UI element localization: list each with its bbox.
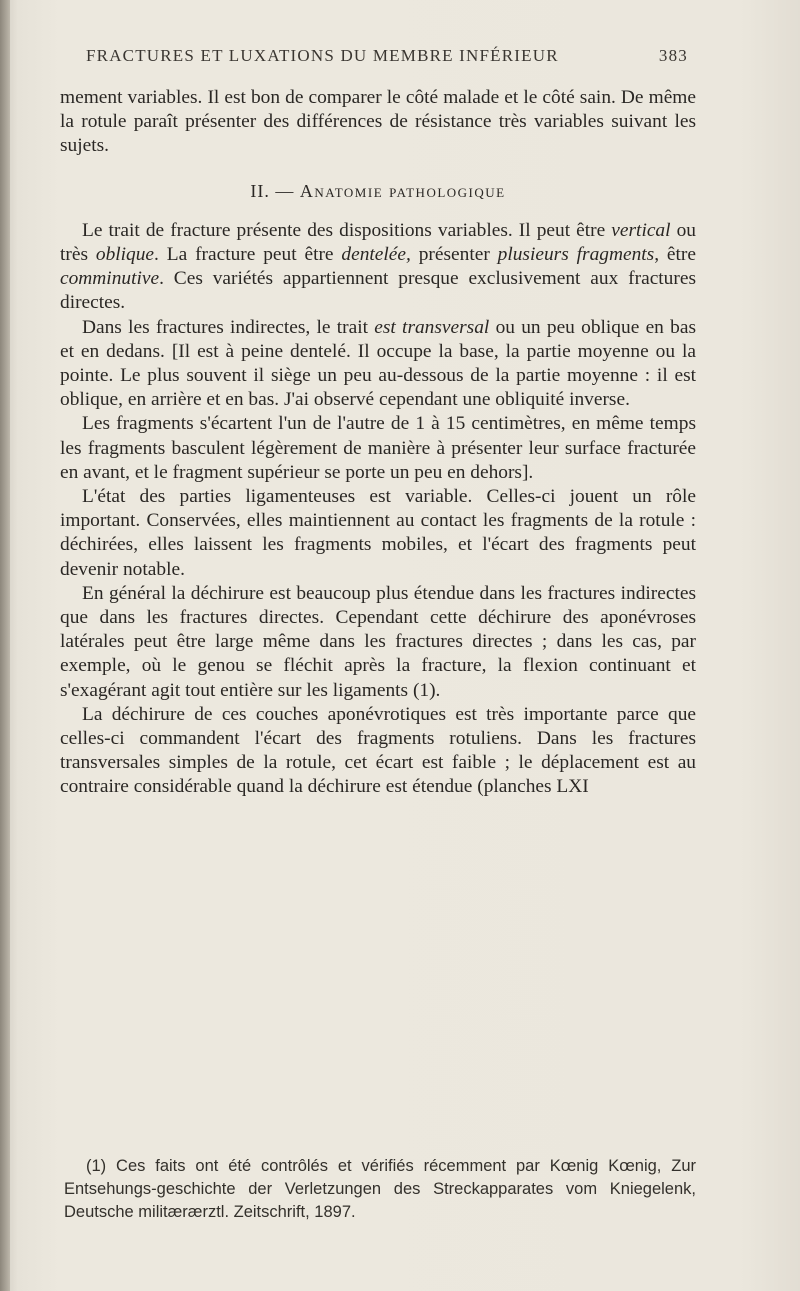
paragraph-6: La déchirure de ces couches aponévrotiques est très importante parce que celles-ci commandent l'écart des fragments rotuliens. Dans les fractures transversales simples de la rotule, cet écart est faible ; le déplacement est au contraire considérable quand la déchirure est étendue (planches LXI	[60, 703, 696, 798]
italic-run: plusieurs fragments	[497, 244, 655, 266]
text-run: . Ces variétés appartiennent presque exclusivement aux fractures directes.	[60, 268, 696, 314]
text-run: , être	[654, 244, 696, 266]
paragraph-2	[60, 316, 696, 413]
italic-run: vertical	[611, 219, 671, 241]
main-text	[60, 86, 696, 800]
footnote	[64, 1155, 696, 1224]
running-title: FRACTURES ET LUXATIONS DU MEMBRE INFÉRIEUR	[86, 46, 559, 65]
italic-run: comminutive	[60, 268, 160, 290]
footnote-text: (1) Ces faits ont été contrôlés et vérifiés récemment par Kœnig Kœnig, Zur Entsehungs-geschichte der Verletzungen des Streckapparates vom Kniegelenk, Deutsche militærærztl. Zeitschrift, 1897.	[64, 1157, 696, 1221]
italic-run: oblique	[95, 244, 155, 266]
running-header	[86, 46, 686, 66]
paragraph-5: En général la déchirure est beaucoup plus étendue dans les fractures indirectes que dans les fractures directes. Cependant cette déchirure des aponévroses latérales peut être large même dans les fractures directes ; dans les cas, par exemple, où le genou se fléchit après la fracture, la flexion continuant et s'exagérant agit tout entière sur les ligaments (1).	[60, 582, 696, 701]
text-run: Dans les fractures indirectes, le trait	[82, 316, 375, 338]
section-number: II. —	[250, 180, 295, 201]
text-run: présenter	[410, 244, 498, 266]
intro-paragraph: mement variables. Il est bon de comparer le côté malade et le côté sain. De même la rotule paraît présenter des différences de résistance très variables suivant les sujets.	[60, 87, 696, 157]
page-number: 383	[658, 46, 688, 65]
italic-run: dentelée,	[341, 244, 411, 266]
text-run: ou un peu oblique en bas et en dedans. [Il est à peine dentelé. Il occupe la base, la partie moyenne ou la pointe. Le plus souvent il siège un peu au-dessous de la partie moyenne : il est oblique, en arrière et en bas. J'ai observé cependant une obliquité inverse.	[60, 316, 696, 411]
section-title: Anatomie pathologique	[299, 180, 506, 201]
text-run: . La fracture peut être	[154, 244, 342, 266]
section-heading	[60, 179, 696, 203]
paragraph-4: L'état des parties ligamenteuses est variable. Celles-ci jouent un rôle important. Conservées, elles maintiennent au contact les fragments de la rotule : déchirées, elles laissent les fragments mobiles, et l'écart des fragments peut devenir notable.	[60, 486, 696, 580]
italic-run: est transversal	[374, 316, 490, 338]
book-spine-shadow	[0, 0, 10, 1291]
text-run: ou très	[60, 219, 696, 266]
paragraph-3: Les fragments s'écartent l'un de l'autre de 1 à 15 centimètres, en même temps les fragments basculent légèrement de manière à présenter leur surface fracturée en avant, et le fragment supérieur se porte un peu en dehors].	[60, 413, 696, 483]
text-run: Le trait de fracture présente des dispositions variables. Il peut être	[82, 219, 612, 241]
paragraph-1	[60, 219, 696, 316]
